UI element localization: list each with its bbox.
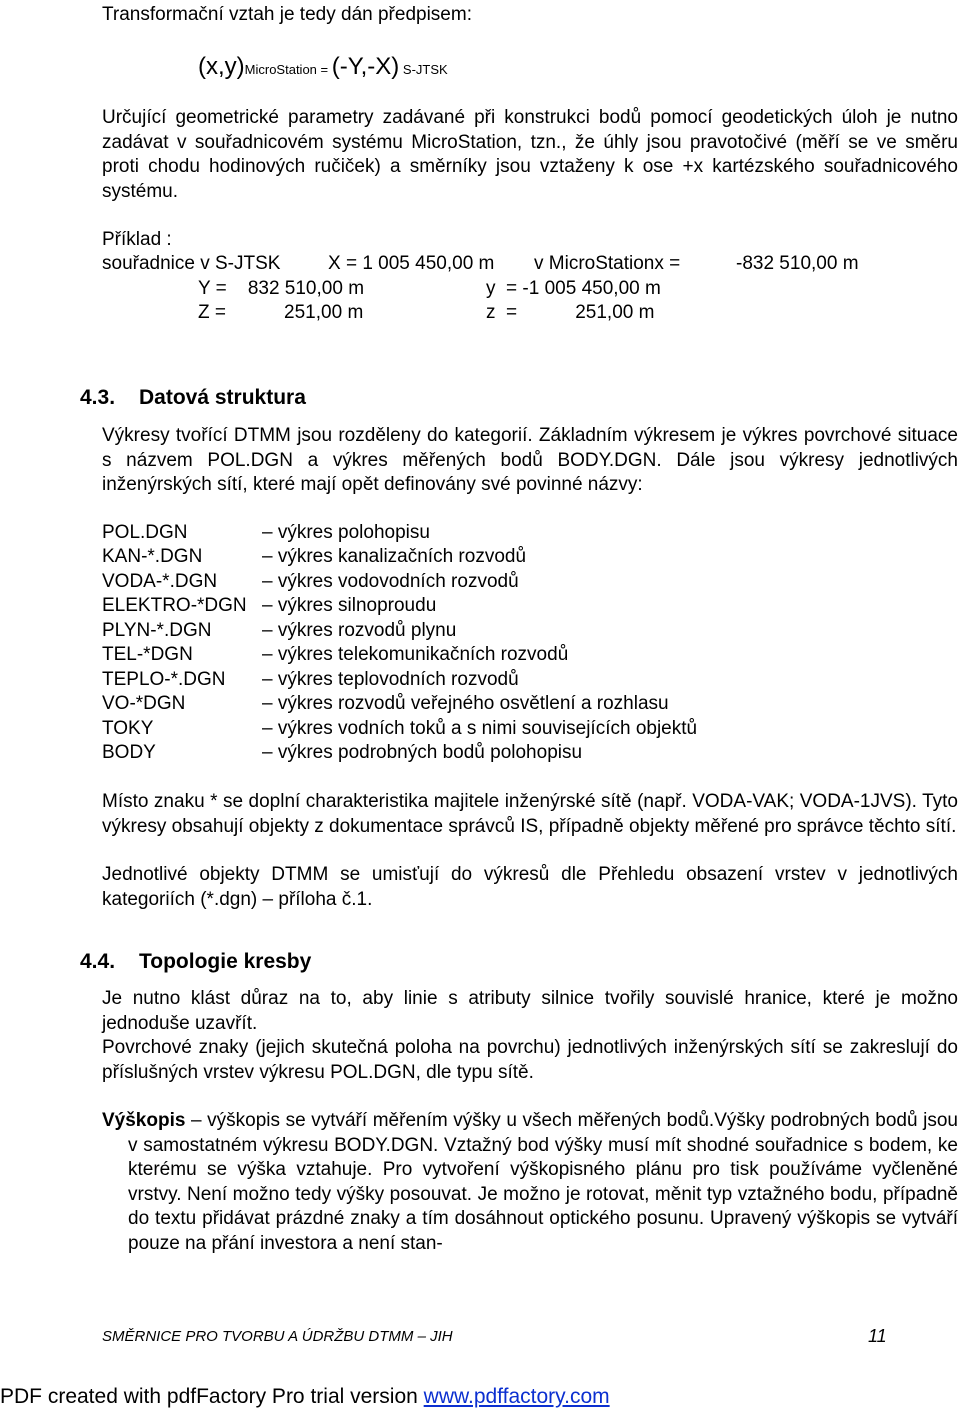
drawing-desc: – výkres rozvodů plynu [262, 620, 457, 641]
formula-left: (x,y) [198, 53, 245, 80]
example-label: Příklad : [102, 229, 172, 250]
footer-title: SMĚRNICE PRO TVORBU A ÚDRŽBU DTMM – JIH [102, 1328, 453, 1345]
drawing-code: TEL-*DGN [102, 644, 193, 665]
section-4-3-title: Datová struktura [139, 386, 306, 409]
drawing-desc: – výkres teplovodních rozvodů [262, 669, 519, 690]
drawing-code: TOKY [102, 718, 154, 739]
drawing-code: VODA-*.DGN [102, 571, 218, 592]
example-row3-Z: Z = 251,00 m [198, 302, 364, 323]
example-row2-y: y = -1 005 450,00 m [486, 278, 661, 299]
drawing-code: VO-*DGN [102, 693, 186, 714]
example-row3-z: z = 251,00 m [486, 302, 655, 323]
section-4-4-p2: Povrchové znaky (jejich skutečná poloha na povrchu) jednotlivých inženýrských sítí se zakreslují do příslušných vrstev výkresu POL.DGN, dle typu sítě. [102, 1037, 958, 1083]
page-number: 11 [868, 1326, 887, 1346]
drawing-desc: – výkres telekomunikačních rozvodů [262, 644, 569, 665]
example-row1-x-value: -832 510,00 m [736, 253, 859, 274]
drawing-desc: – výkres vodních toků a s nimi souvisejících objektů [262, 718, 698, 739]
section-4-3-note1: Místo znaku * se doplní charakteristika majitele inženýrské sítě (např. VODA-VAK; VODA-1JVS). Tyto výkresy obsahují objekty z dokumentace správců IS, případně objekty měřené pro správce těchto sítí. [102, 791, 958, 837]
vyskopis-paragraph [102, 1109, 958, 1256]
section-4-3-note2: Jednotlivé objekty DTMM se umisťují do výkresů dle Přehledu obsazení vrstev v jednotlivých kategoriích (*.dgn) – příloha č.1. [102, 864, 958, 910]
section-4-4-number: 4.4. [80, 950, 116, 973]
example-row1-X: X = 1 005 450,00 m [328, 253, 495, 274]
drawing-code: BODY [102, 742, 156, 763]
drawing-desc: – výkres vodovodních rozvodů [262, 571, 519, 592]
example-row1-microstation: v MicroStationx = [534, 253, 681, 274]
intro-line: Transformační vztah je tedy dán předpisem: [102, 4, 472, 25]
formula-right: (-Y,-X) [331, 53, 400, 80]
drawing-desc: – výkres silnoproudu [262, 595, 437, 616]
drawing-code: POL.DGN [102, 522, 188, 543]
transformation-formula [198, 52, 448, 85]
drawing-code: PLYN-*.DGN [102, 620, 212, 641]
drawing-desc: – výkres podrobných bodů polohopisu [262, 742, 583, 763]
vyskopis-text: – výškopis se vytváří měřením výšky u všech měřených bodů.Výšky podrobných bodů jsou v samostatném výkresu BODY.DGN. Vztažný bod výšky musí mít shodné souřadnice s bodem, ke kterému se výška vztahuje. Pro vytvoření výškopisného plánu pro tisk používáme vyčleněné vrstvy. Není možno tedy výšky posouvat. Je možno je rotovat, měnit typ vztažného bodu, případně do textu přidávat prázdné znaky a tím dosáhnout optického posunu. Upravený výškopis se vytváří pouze na přání investora a není stan- [128, 1110, 958, 1254]
example-row1-label: souřadnice v S-JTSK [102, 253, 281, 274]
vyskopis-term: Výškopis [102, 1110, 186, 1131]
section-4-3-number: 4.3. [80, 386, 116, 409]
pdf-watermark-line [0, 1385, 610, 1409]
formula-right-sub: S-JTSK [399, 62, 448, 77]
section-4-4-p1: Je nutno klást důraz na to, aby linie s atributy silnice tvořily souvislé hranice, které je možno jednoduše uzavřít. [102, 988, 958, 1034]
pdf-note-text: PDF created with pdfFactory Pro trial version [0, 1385, 424, 1408]
example-row2-Y: Y = 832 510,00 m [198, 278, 365, 299]
section-4-3-body: Výkresy tvořící DTMM jsou rozděleny do kategorií. Základním výkresem je výkres povrchové situace s názvem POL.DGN a výkres měřených bodů BODY.DGN. Dále jsou výkresy jednotlivých inženýrských sítí, které mají opět definovány své povinné názvy: [102, 425, 958, 495]
drawing-code: ELEKTRO-*DGN [102, 595, 247, 616]
parameters-paragraph: Určující geometrické parametry zadávané při konstrukci bodů pomocí geodetických úloh je nutno zadávat v souřadnicovém systému MicroStation, tzn., že úhly jsou pravotočivé (měří se ve směru proti chodu hodinových ručiček) a směrníky jsou vztaženy k ose +x kartézského souřadnicového systému. [102, 107, 958, 202]
drawing-desc: – výkres kanalizačních rozvodů [262, 546, 527, 567]
drawing-code: TEPLO-*.DGN [102, 669, 226, 690]
formula-left-sub: MicroStation = [244, 62, 332, 77]
drawing-desc: – výkres polohopisu [262, 522, 430, 543]
drawing-code: KAN-*.DGN [102, 546, 203, 567]
pdffactory-link[interactable]: www.pdffactory.com [423, 1385, 610, 1408]
section-4-4-title: Topologie kresby [139, 950, 312, 973]
drawing-desc: – výkres rozvodů veřejného osvětlení a rozhlasu [262, 693, 669, 714]
